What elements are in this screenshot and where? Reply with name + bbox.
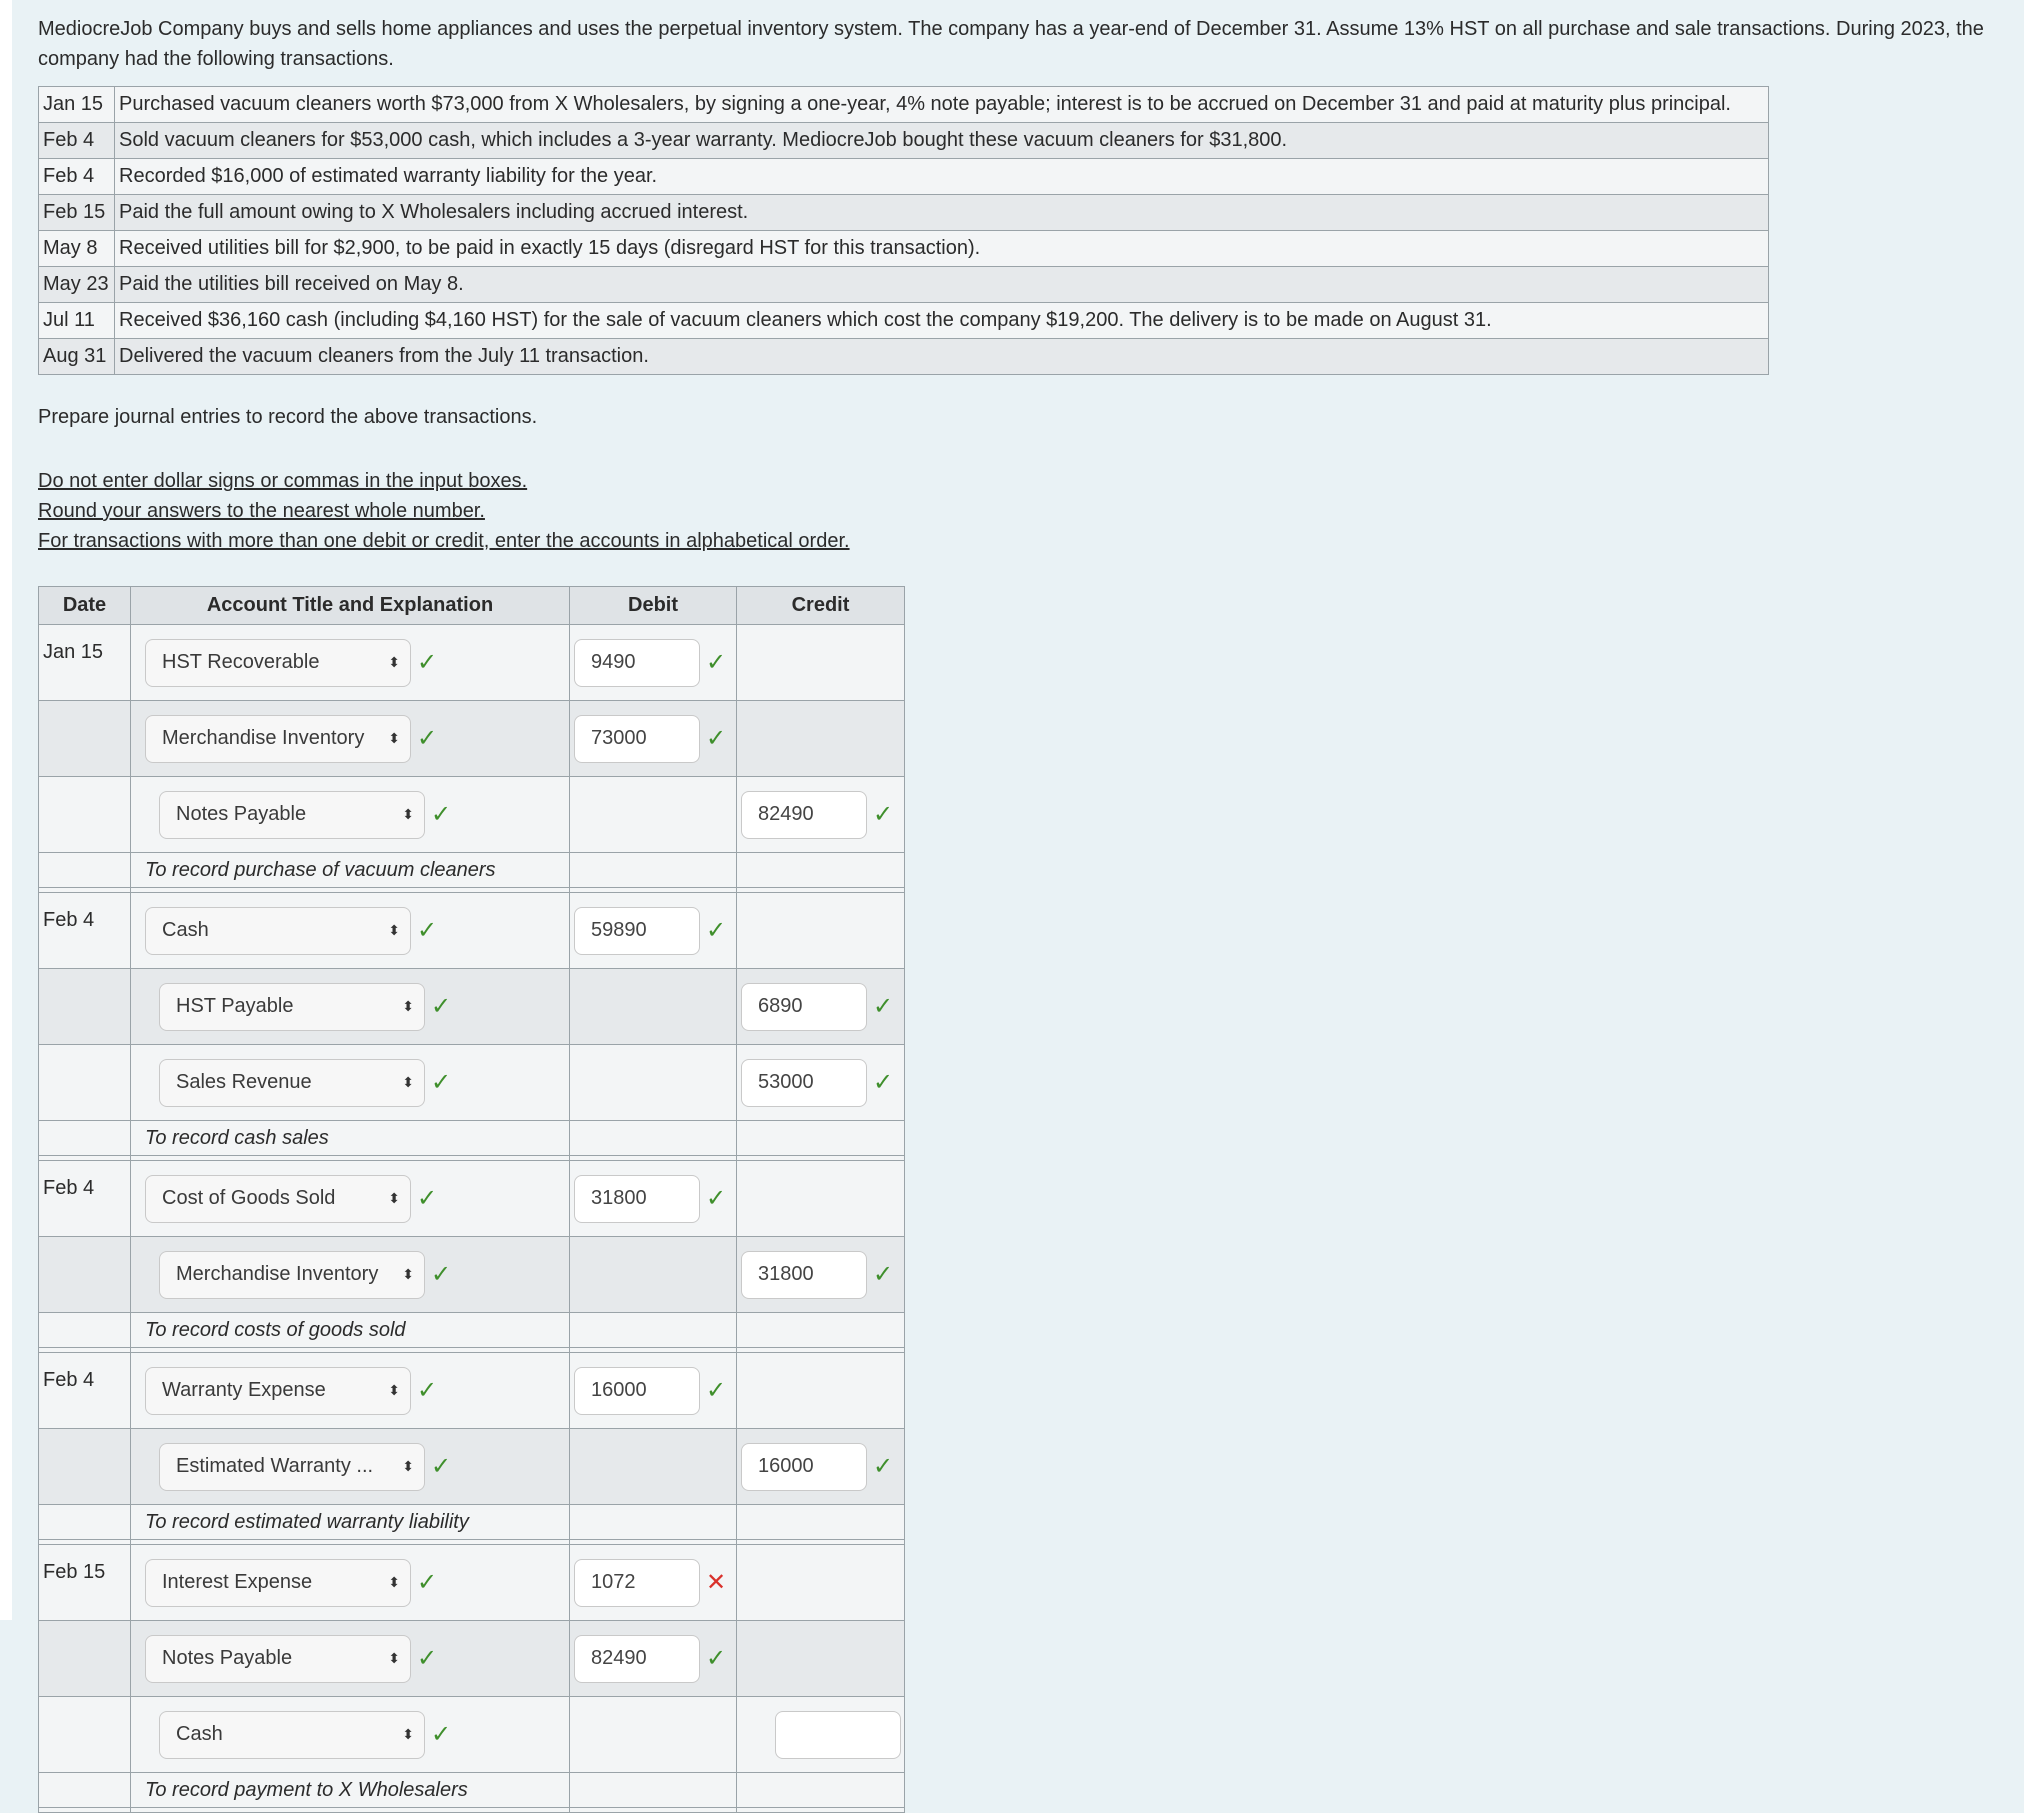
debit-wrap bbox=[570, 1367, 736, 1415]
credit-input[interactable]: 53000 bbox=[741, 1059, 867, 1107]
transaction-description: Paid the utilities bill received on May 8. bbox=[115, 267, 1769, 303]
transactions-table bbox=[38, 86, 1769, 375]
transaction-row bbox=[39, 339, 1769, 375]
account-cell bbox=[131, 777, 570, 853]
account-select[interactable] bbox=[159, 791, 425, 839]
debit-cell bbox=[570, 625, 737, 701]
select-arrows-icon: ⬍ bbox=[388, 1574, 400, 1590]
journal-line bbox=[39, 969, 905, 1045]
explanation-debit-cell bbox=[570, 853, 737, 888]
select-arrows-icon: ⬍ bbox=[402, 806, 414, 822]
account-select[interactable] bbox=[145, 715, 411, 763]
account-select-value: Merchandise Inventory bbox=[176, 1263, 379, 1285]
prepare-instruction: Prepare journal entries to record the above transactions. bbox=[38, 406, 538, 428]
account-select[interactable] bbox=[159, 1059, 425, 1107]
select-arrows-icon: ⬍ bbox=[402, 1074, 414, 1090]
transaction-row bbox=[39, 267, 1769, 303]
account-check-icon: ✓ bbox=[417, 1377, 438, 1404]
debit-cell bbox=[570, 777, 737, 853]
account-wrap bbox=[131, 1059, 569, 1107]
account-wrap bbox=[131, 1443, 569, 1491]
credit-check-icon: ✓ bbox=[873, 1453, 894, 1480]
account-select[interactable] bbox=[159, 1443, 425, 1491]
explanation-row bbox=[39, 1121, 905, 1156]
account-check-icon: ✓ bbox=[431, 801, 452, 828]
journal-line bbox=[39, 1161, 905, 1237]
debit-cell bbox=[570, 1237, 737, 1313]
transaction-date: May 23 bbox=[39, 267, 115, 303]
account-wrap bbox=[131, 1175, 569, 1223]
account-select-value: Interest Expense bbox=[162, 1571, 313, 1593]
debit-wrap bbox=[570, 1559, 736, 1607]
explanation-text: To record costs of goods sold bbox=[131, 1313, 570, 1348]
account-check-icon: ✓ bbox=[431, 1721, 452, 1748]
explanation-date-cell bbox=[39, 853, 131, 888]
explanation-debit-cell bbox=[570, 1121, 737, 1156]
journal-table bbox=[38, 586, 905, 1813]
account-cell bbox=[131, 1045, 570, 1121]
transaction-row bbox=[39, 123, 1769, 159]
debit-cell bbox=[570, 1045, 737, 1121]
debit-cell bbox=[570, 701, 737, 777]
account-select-value: Sales Revenue bbox=[176, 1071, 312, 1093]
journal-date: Feb 15 bbox=[39, 1545, 131, 1621]
transaction-description: Received utilities bill for $2,900, to be paid in exactly 15 days (disregard HST for this transaction). bbox=[115, 231, 1769, 267]
explanation-date-cell bbox=[39, 1121, 131, 1156]
debit-cell bbox=[570, 893, 737, 969]
credit-wrap bbox=[737, 1251, 904, 1299]
journal-line bbox=[39, 1429, 905, 1505]
credit-cell bbox=[737, 893, 905, 969]
left-edge bbox=[0, 0, 12, 1620]
account-cell bbox=[131, 1353, 570, 1429]
explanation-debit-cell bbox=[570, 1505, 737, 1540]
debit-check-icon: ✓ bbox=[706, 1185, 727, 1212]
account-wrap bbox=[131, 791, 569, 839]
account-select-value: Notes Payable bbox=[176, 803, 307, 825]
header-date: Date bbox=[39, 587, 131, 625]
instruction-notes bbox=[38, 466, 850, 556]
journal-entry-area bbox=[38, 586, 904, 1801]
journal-line bbox=[39, 625, 905, 701]
transaction-date: Feb 4 bbox=[39, 123, 115, 159]
debit-cell bbox=[570, 1429, 737, 1505]
explanation-date-cell bbox=[39, 1773, 131, 1808]
transaction-row bbox=[39, 159, 1769, 195]
header-debit: Debit bbox=[570, 587, 737, 625]
separator-cell bbox=[131, 1808, 570, 1813]
debit-check-icon: ✓ bbox=[706, 649, 727, 676]
transaction-date: May 8 bbox=[39, 231, 115, 267]
journal-line bbox=[39, 777, 905, 853]
journal-date bbox=[39, 777, 131, 853]
account-cell bbox=[131, 969, 570, 1045]
account-check-icon: ✓ bbox=[431, 1453, 452, 1480]
account-check-icon: ✓ bbox=[417, 1569, 438, 1596]
account-select[interactable] bbox=[145, 1635, 411, 1683]
journal-date bbox=[39, 701, 131, 777]
account-cell bbox=[131, 1429, 570, 1505]
account-select-value: Cash bbox=[162, 919, 209, 941]
select-arrows-icon: ⬍ bbox=[402, 1726, 414, 1742]
explanation-date-cell bbox=[39, 1313, 131, 1348]
account-cell bbox=[131, 1621, 570, 1697]
explanation-credit-cell bbox=[737, 1773, 905, 1808]
account-cell bbox=[131, 701, 570, 777]
select-arrows-icon: ⬍ bbox=[388, 1382, 400, 1398]
transaction-row bbox=[39, 87, 1769, 123]
account-cell bbox=[131, 625, 570, 701]
debit-cell bbox=[570, 1621, 737, 1697]
credit-cell bbox=[737, 777, 905, 853]
journal-line bbox=[39, 1545, 905, 1621]
debit-cell bbox=[570, 1545, 737, 1621]
debit-check-icon: ✓ bbox=[706, 725, 727, 752]
account-check-icon: ✓ bbox=[417, 1645, 438, 1672]
credit-cell bbox=[737, 1697, 905, 1773]
explanation-text: To record purchase of vacuum cleaners bbox=[131, 853, 570, 888]
journal-date bbox=[39, 969, 131, 1045]
journal-date: Jan 15 bbox=[39, 625, 131, 701]
transaction-description: Paid the full amount owing to X Wholesalers including accrued interest. bbox=[115, 195, 1769, 231]
explanation-text: To record cash sales bbox=[131, 1121, 570, 1156]
debit-input[interactable]: 16000 bbox=[574, 1367, 700, 1415]
explanation-debit-cell bbox=[570, 1313, 737, 1348]
credit-cell bbox=[737, 969, 905, 1045]
journal-date: Feb 4 bbox=[39, 1353, 131, 1429]
explanation-credit-cell bbox=[737, 853, 905, 888]
credit-wrap bbox=[737, 1711, 904, 1759]
credit-cell bbox=[737, 625, 905, 701]
note-round: Round your answers to the nearest whole number. bbox=[38, 500, 485, 522]
transaction-date: Aug 31 bbox=[39, 339, 115, 375]
transaction-row bbox=[39, 303, 1769, 339]
account-check-icon: ✓ bbox=[431, 993, 452, 1020]
debit-input[interactable]: 59890 bbox=[574, 907, 700, 955]
explanation-text: To record estimated warranty liability bbox=[131, 1505, 570, 1540]
debit-cross-icon: ✕ bbox=[706, 1569, 727, 1596]
debit-wrap bbox=[570, 907, 736, 955]
credit-cell bbox=[737, 701, 905, 777]
debit-cell bbox=[570, 1353, 737, 1429]
account-check-icon: ✓ bbox=[417, 917, 438, 944]
journal-line bbox=[39, 1045, 905, 1121]
credit-wrap bbox=[737, 791, 904, 839]
credit-cell bbox=[737, 1353, 905, 1429]
journal-date bbox=[39, 1621, 131, 1697]
select-arrows-icon: ⬍ bbox=[402, 998, 414, 1014]
select-arrows-icon: ⬍ bbox=[388, 922, 400, 938]
explanation-row bbox=[39, 1505, 905, 1540]
account-select[interactable] bbox=[145, 1367, 411, 1415]
account-select-value: Merchandise Inventory bbox=[162, 727, 365, 749]
credit-input[interactable]: 6890 bbox=[741, 983, 867, 1031]
debit-check-icon: ✓ bbox=[706, 1377, 727, 1404]
journal-line bbox=[39, 701, 905, 777]
journal-line bbox=[39, 1621, 905, 1697]
credit-cell bbox=[737, 1237, 905, 1313]
credit-check-icon: ✓ bbox=[873, 801, 894, 828]
separator-cell bbox=[570, 1808, 737, 1813]
explanation-row bbox=[39, 853, 905, 888]
credit-cell bbox=[737, 1429, 905, 1505]
entry-separator bbox=[39, 1808, 905, 1813]
account-cell bbox=[131, 1161, 570, 1237]
credit-wrap bbox=[737, 983, 904, 1031]
separator-cell bbox=[737, 1808, 905, 1813]
journal-date: Feb 4 bbox=[39, 1161, 131, 1237]
debit-wrap bbox=[570, 639, 736, 687]
select-arrows-icon: ⬍ bbox=[388, 730, 400, 746]
separator-cell bbox=[39, 1808, 131, 1813]
journal-date bbox=[39, 1045, 131, 1121]
journal-date bbox=[39, 1237, 131, 1313]
account-select[interactable] bbox=[145, 1175, 411, 1223]
transaction-description: Sold vacuum cleaners for $53,000 cash, which includes a 3-year warranty. MediocreJob bought these vacuum cleaners for $31,800. bbox=[115, 123, 1769, 159]
credit-cell bbox=[737, 1045, 905, 1121]
problem-intro: MediocreJob Company buys and sells home appliances and uses the perpetual inventory system. The company has a year-end of December 31. Assume 13% HST on all purchase and sale transactions. During 2023, the company had the following transactions. bbox=[38, 18, 1984, 70]
account-check-icon: ✓ bbox=[417, 725, 438, 752]
transaction-description: Purchased vacuum cleaners worth $73,000 from X Wholesalers, by signing a one-year, 4% note payable; interest is to be accrued on December 31 and paid at maturity plus principal. bbox=[115, 87, 1769, 123]
account-wrap bbox=[131, 1635, 569, 1683]
transaction-description: Recorded $16,000 of estimated warranty liability for the year. bbox=[115, 159, 1769, 195]
credit-input[interactable] bbox=[775, 1711, 901, 1759]
select-arrows-icon: ⬍ bbox=[388, 654, 400, 670]
debit-wrap bbox=[570, 1635, 736, 1683]
explanation-credit-cell bbox=[737, 1505, 905, 1540]
header-account: Account Title and Explanation bbox=[131, 587, 570, 625]
explanation-debit-cell bbox=[570, 1773, 737, 1808]
debit-wrap bbox=[570, 1175, 736, 1223]
account-cell bbox=[131, 1697, 570, 1773]
account-select-value: Estimated Warranty ... bbox=[176, 1455, 374, 1477]
account-select-value: Warranty Expense bbox=[162, 1379, 326, 1401]
credit-wrap bbox=[737, 1443, 904, 1491]
credit-input[interactable]: 31800 bbox=[741, 1251, 867, 1299]
transaction-description: Delivered the vacuum cleaners from the July 11 transaction. bbox=[115, 339, 1769, 375]
credit-wrap bbox=[737, 1059, 904, 1107]
account-select[interactable] bbox=[159, 1711, 425, 1759]
note-alphabetical: For transactions with more than one debit or credit, enter the accounts in alphabetical order. bbox=[38, 530, 850, 552]
journal-date: Feb 4 bbox=[39, 893, 131, 969]
account-wrap bbox=[131, 1559, 569, 1607]
note-no-dollar-signs: Do not enter dollar signs or commas in the input boxes. bbox=[38, 470, 528, 492]
account-select[interactable] bbox=[145, 639, 411, 687]
transaction-row bbox=[39, 195, 1769, 231]
account-select-value: Notes Payable bbox=[162, 1647, 293, 1669]
journal-line bbox=[39, 1353, 905, 1429]
account-select[interactable] bbox=[159, 1251, 425, 1299]
select-arrows-icon: ⬍ bbox=[388, 1650, 400, 1666]
header-credit: Credit bbox=[737, 587, 905, 625]
explanation-row bbox=[39, 1313, 905, 1348]
account-check-icon: ✓ bbox=[417, 1185, 438, 1212]
journal-line bbox=[39, 1237, 905, 1313]
select-arrows-icon: ⬍ bbox=[388, 1190, 400, 1206]
debit-input[interactable]: 9490 bbox=[574, 639, 700, 687]
account-select-value: HST Payable bbox=[176, 995, 294, 1017]
account-wrap bbox=[131, 715, 569, 763]
debit-cell bbox=[570, 1161, 737, 1237]
account-wrap bbox=[131, 1251, 569, 1299]
journal-line bbox=[39, 1697, 905, 1773]
account-select-value: Cash bbox=[176, 1723, 223, 1745]
account-check-icon: ✓ bbox=[417, 649, 438, 676]
transaction-row bbox=[39, 231, 1769, 267]
select-arrows-icon: ⬍ bbox=[402, 1458, 414, 1474]
journal-line bbox=[39, 893, 905, 969]
account-select[interactable] bbox=[159, 983, 425, 1031]
account-check-icon: ✓ bbox=[431, 1069, 452, 1096]
debit-check-icon: ✓ bbox=[706, 917, 727, 944]
transaction-description: Received $36,160 cash (including $4,160 HST) for the sale of vacuum cleaners which cost the company $19,200. The delivery is to be made on August 31. bbox=[115, 303, 1769, 339]
account-wrap bbox=[131, 907, 569, 955]
account-check-icon: ✓ bbox=[431, 1261, 452, 1288]
explanation-row bbox=[39, 1773, 905, 1808]
credit-check-icon: ✓ bbox=[873, 1261, 894, 1288]
debit-input[interactable]: 1072 bbox=[574, 1559, 700, 1607]
credit-input[interactable]: 82490 bbox=[741, 791, 867, 839]
account-select-value: Cost of Goods Sold bbox=[162, 1187, 336, 1209]
credit-check-icon: ✓ bbox=[873, 993, 894, 1020]
journal-date bbox=[39, 1697, 131, 1773]
debit-input[interactable]: 31800 bbox=[574, 1175, 700, 1223]
transaction-date: Feb 4 bbox=[39, 159, 115, 195]
account-cell bbox=[131, 893, 570, 969]
transaction-date: Jan 15 bbox=[39, 87, 115, 123]
credit-check-icon: ✓ bbox=[873, 1069, 894, 1096]
debit-input[interactable]: 82490 bbox=[574, 1635, 700, 1683]
account-cell bbox=[131, 1545, 570, 1621]
account-select[interactable] bbox=[145, 1559, 411, 1607]
select-arrows-icon: ⬍ bbox=[402, 1266, 414, 1282]
transaction-date: Jul 11 bbox=[39, 303, 115, 339]
transaction-date: Feb 15 bbox=[39, 195, 115, 231]
account-wrap bbox=[131, 639, 569, 687]
debit-input[interactable]: 73000 bbox=[574, 715, 700, 763]
account-select[interactable] bbox=[145, 907, 411, 955]
account-wrap bbox=[131, 1711, 569, 1759]
account-cell bbox=[131, 1237, 570, 1313]
credit-cell bbox=[737, 1621, 905, 1697]
debit-check-icon: ✓ bbox=[706, 1645, 727, 1672]
credit-cell bbox=[737, 1545, 905, 1621]
credit-cell bbox=[737, 1161, 905, 1237]
account-select-value: HST Recoverable bbox=[162, 651, 320, 673]
explanation-text: To record payment to X Wholesalers bbox=[131, 1773, 570, 1808]
explanation-credit-cell bbox=[737, 1121, 905, 1156]
debit-cell bbox=[570, 1697, 737, 1773]
journal-date bbox=[39, 1429, 131, 1505]
explanation-credit-cell bbox=[737, 1313, 905, 1348]
debit-wrap bbox=[570, 715, 736, 763]
explanation-date-cell bbox=[39, 1505, 131, 1540]
debit-cell bbox=[570, 969, 737, 1045]
credit-input[interactable]: 16000 bbox=[741, 1443, 867, 1491]
account-wrap bbox=[131, 1367, 569, 1415]
account-wrap bbox=[131, 983, 569, 1031]
